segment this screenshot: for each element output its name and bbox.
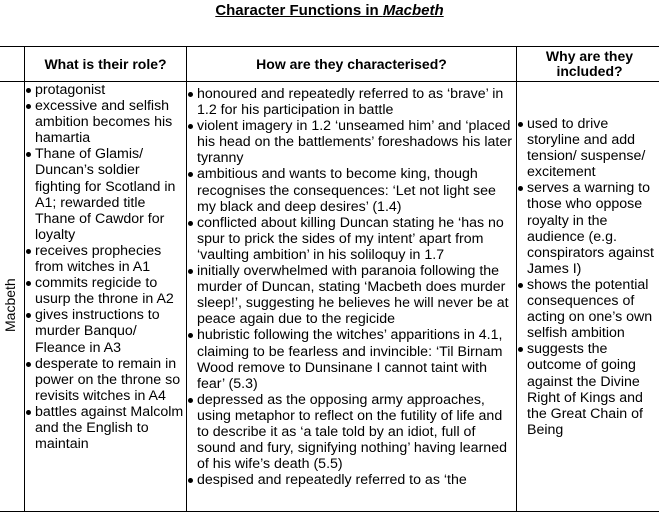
character-name: Macbeth bbox=[2, 278, 18, 332]
list-item: initially overwhelmed with paranoia following the murder of Duncan, stating ‘Macbeth does murder sleep!’, suggesting he believes he will never be at peace again due to the regicide bbox=[187, 263, 516, 327]
character-table bbox=[0, 46, 659, 512]
list-item: protagonist bbox=[25, 82, 186, 98]
header-row bbox=[0, 47, 659, 82]
characterised-list bbox=[187, 82, 516, 488]
list-item: receives prophecies from witches in A1 bbox=[25, 243, 186, 275]
list-item: conflicted about killing Duncan stating he ‘has no spur to prick the sides of my intent’ apart from ‘vaulting ambition’ in his soliloquy in 1.7 bbox=[187, 215, 516, 263]
list-item: excessive and selfish ambition becomes his hamartia bbox=[25, 98, 186, 146]
list-item: despised and repeatedly referred to as ‘the bbox=[187, 472, 516, 488]
list-item: gives instructions to murder Banquo/ Fleance in A3 bbox=[25, 307, 186, 355]
list-item: desperate to remain in power on the throne so revisits witches in A4 bbox=[25, 356, 186, 404]
list-item: ambitious and wants to become king, though recognises the consequences: ‘Let not light see my black and deep desires’ (1.4) bbox=[187, 166, 516, 214]
role-list bbox=[25, 82, 186, 452]
list-item: honoured and repeatedly referred to as ‘brave’ in 1.2 for his participation in battle bbox=[187, 86, 516, 118]
characterised-cell bbox=[187, 82, 517, 512]
page-title bbox=[0, 2, 659, 19]
list-item: Thane of Glamis/ Duncan’s soldier fighting for Scotland in A1; rewarded title Thane of Cawdor for loyalty bbox=[25, 146, 186, 243]
list-item: used to drive storyline and add tension/ suspense/ excitement bbox=[517, 116, 659, 180]
header-blank bbox=[0, 47, 25, 82]
header-characterised: How are they characterised? bbox=[187, 47, 517, 82]
list-item: hubristic following the witches’ apparitions in 4.1, claiming to be fearless and invincible: ‘Til Birnam Wood remove to Dunsinane I cannot taint with fear’ (5.3) bbox=[187, 327, 516, 391]
list-item: suggests the outcome of going against the Divine Right of Kings and the Great Chain of Being bbox=[517, 341, 659, 438]
character-name-cell bbox=[0, 82, 25, 512]
role-cell bbox=[25, 82, 187, 512]
list-item: shows the potential consequences of acting on one’s own selfish ambition bbox=[517, 277, 659, 341]
header-why: Why are they included? bbox=[517, 47, 659, 82]
list-item: depressed as the opposing army approaches, using metaphor to reflect on the futility of life and to describe it as ‘a tale told by an idiot, full of sound and fury, signifying nothing’ having learned of his wife’s death (5.5) bbox=[187, 392, 516, 472]
list-item: serves a warning to those who oppose royalty in the audience (e.g. conspirators against James I) bbox=[517, 180, 659, 277]
title-italic: Macbeth bbox=[383, 2, 444, 19]
list-item: battles against Malcolm and the English to maintain bbox=[25, 404, 186, 452]
list-item: commits regicide to usurp the throne in A2 bbox=[25, 275, 186, 307]
table-row bbox=[0, 82, 659, 512]
why-list bbox=[517, 82, 659, 438]
header-role: What is their role? bbox=[25, 47, 187, 82]
list-item: violent imagery in 1.2 ‘unseamed him’ and ‘placed his head on the battlements’ foreshadows his later tyranny bbox=[187, 118, 516, 166]
why-cell bbox=[517, 82, 659, 512]
title-text: Character Functions in bbox=[215, 2, 383, 19]
